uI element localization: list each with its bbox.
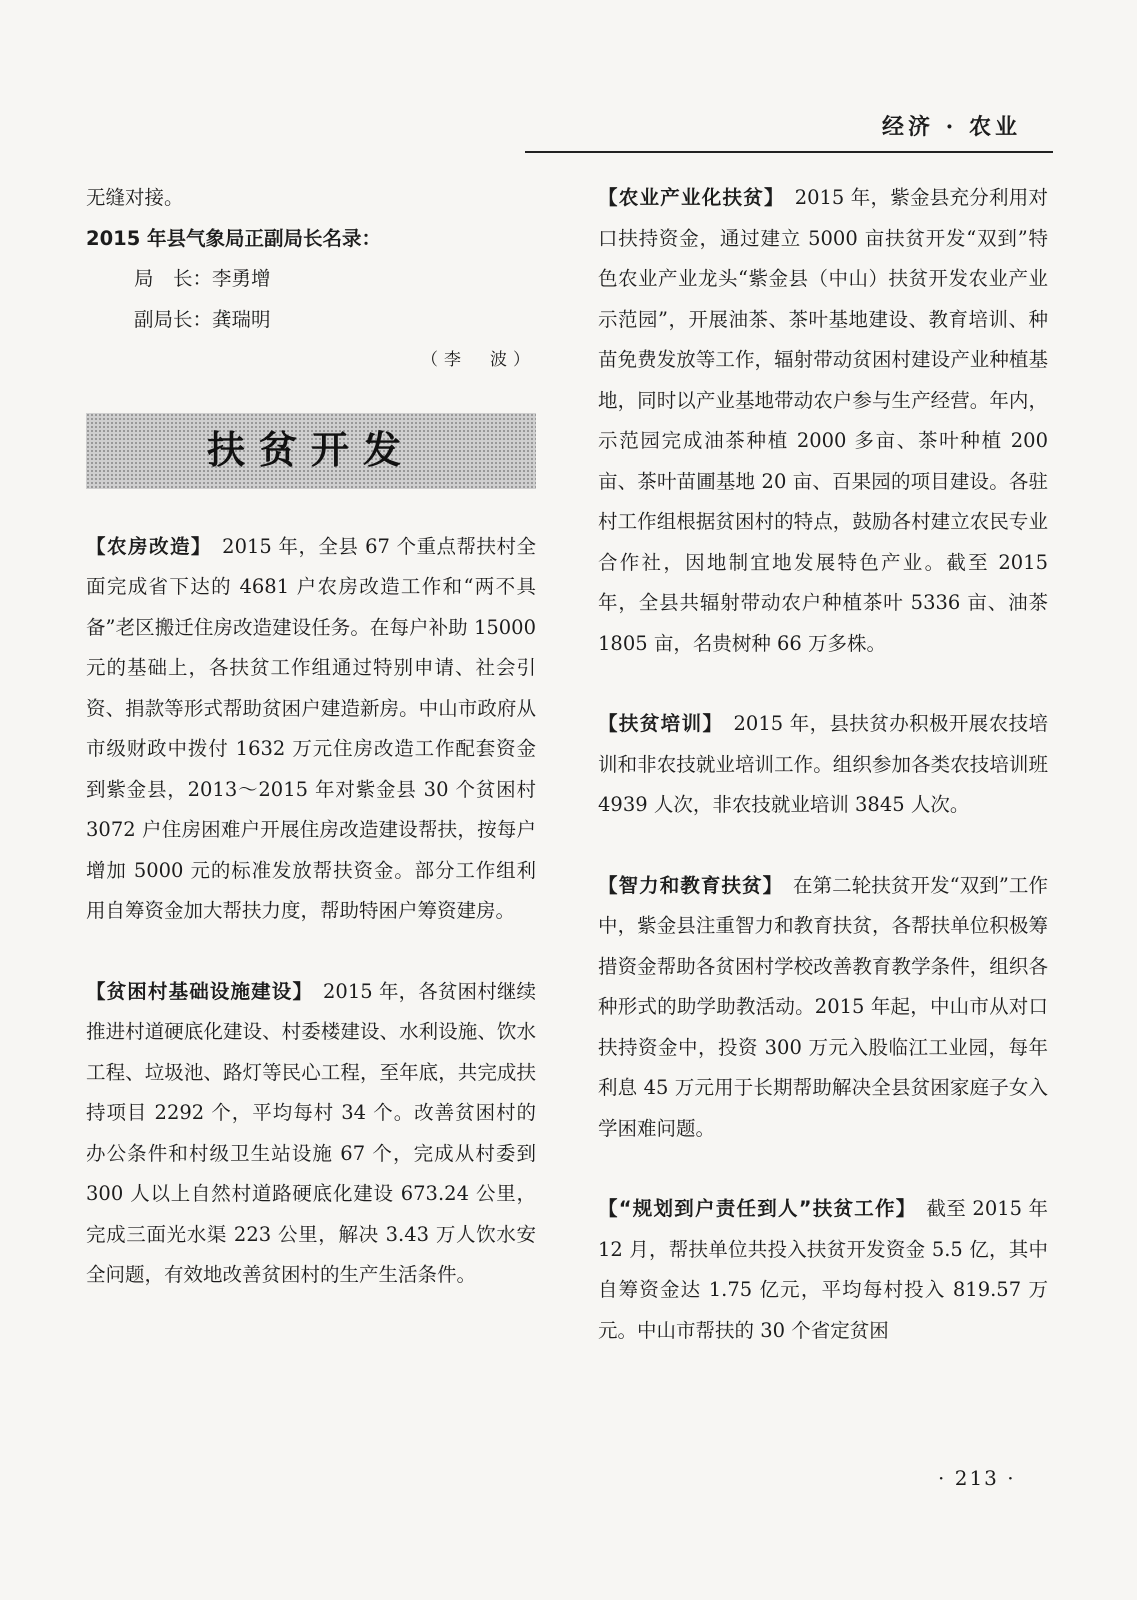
paragraph-heading: 【农房改造】 xyxy=(86,534,203,558)
page-number: · 213 · xyxy=(938,1466,1016,1490)
header-rule xyxy=(525,151,1053,153)
paragraph-heading: 【智力和教育扶贫】 xyxy=(598,873,774,897)
paragraph-body: 在第二轮扶贫开发“双到”工作中，紫金县注重智力和教育扶贫，各帮扶单位积极筹措资金帮助各贫困村学校改善教育教学条件，组织各种形式的助学助教活动。2015 年起，中山市从对口扶持资金中，投资 300 万元入股临江工业园，每年利息 45 万元用于长期帮助解决全县贫困家庭子女入学困难问题。 xyxy=(598,873,1048,1140)
paragraph-body: 2015 年，各贫困村继续推进村道硬底化建设、村委楼建设、水利设施、饮水工程、垃圾池、路灯等民心工程，至年底，共完成扶持项目 2292 个，平均每村 34 个。改善贫困村的办公条件和村级卫生站设施 67 个，完成从村委到 300 人以上自然村道路硬底化建设 673.24 公里，完成三面光水渠 223 公里，解决 3.43 万人饮水安全问题，有效地改善贫困村的生产生活条件。 xyxy=(86,979,536,1286)
paragraph-body: 2015 年，全县 67 个重点帮扶村全面完成省下达的 4681 户农房改造工作和“两不具备”老区搬迁住房改造建设任务。在每户补助 15000 元的基础上，各扶贫工作组通过特别申请、社会引资、捐款等形式帮助贫困户建造新房。中山市政府从市级财政中拨付 1632 万元住房改造工作配套资金到紫金县，2013～2015 年对紫金县 30 个贫困村 3072 户住房困难户开展住房改造建设帮扶，按每户增加 5000 元的标准发放帮扶资金。部分工作组利用自筹资金加大帮扶力度，帮助特困户筹资建房。 xyxy=(86,534,536,922)
paragraph-body: 截至 2015 年 12 月，帮扶单位共投入扶贫开发资金 5.5 亿，其中自筹资金达 1.75 亿元，平均每村投入 819.57 万元。中山市帮扶的 30 个省定贫困 xyxy=(598,1197,1048,1342)
paragraph-heading: 【农业产业化扶贫】 xyxy=(598,186,775,209)
paragraph-heading: 【“规划到户责任到人”扶贫工作】 xyxy=(598,1197,907,1220)
section-title: 扶贫开发 xyxy=(206,428,415,473)
roster-title: 2015 年县气象局正副局长名录： xyxy=(86,226,382,250)
paragraph-heading: 【扶贫培训】 xyxy=(598,712,714,735)
right-column xyxy=(598,178,1048,1351)
author-credit: （李 波） xyxy=(421,350,536,370)
continuation-text: 无缝对接。 xyxy=(86,186,184,209)
roster-item-deputy: 副局长：龚瑞明 xyxy=(134,307,271,331)
paragraph-agri-industrialization xyxy=(598,178,1048,664)
section-banner xyxy=(86,413,536,489)
paragraph-body: 2015 年，县扶贫办积极开展农技培训和非农技就业培训工作。组织参加各类农技培训班 4939 人次，非农技就业培训 3845 人次。 xyxy=(598,712,1048,816)
running-header: 经济 · 农业 xyxy=(882,114,1021,140)
paragraph-training xyxy=(598,704,1048,826)
paragraph-heading: 【贫困村基础设施建设】 xyxy=(86,979,304,1003)
paragraph-education xyxy=(598,866,1048,1150)
paragraph-infrastructure xyxy=(86,972,536,1296)
roster-item-director: 局 长：李勇增 xyxy=(134,267,271,290)
left-column xyxy=(86,178,536,1336)
paragraph-body: 2015 年，紫金县充分利用对口扶持资金，通过建立 5000 亩扶贫开发“双到”特色农业产业龙头“紫金县（中山）扶贫开发农业产业示范园”，开展油茶、茶叶基地建设、教育培训、种苗免费发放等工作，辐射带动贫困村建设产业种植基地，同时以产业基地带动农户参与生产经营。年内，示范园完成油茶种植 2000 多亩、茶叶种植 200 亩、茶叶苗圃基地 20 亩、百果园的项目建设。各驻村工作组根据贫困村的特点，鼓励各村建立农民专业合作社，因地制宜地发展特色产业。截至 2015 年，全县共辐射带动农户种植茶叶 5336 亩、油茶 1805 亩，名贵树种 66 万多株。 xyxy=(598,186,1048,655)
paragraph-household-planning xyxy=(598,1189,1048,1351)
paragraph-housing-renovation xyxy=(86,527,536,932)
